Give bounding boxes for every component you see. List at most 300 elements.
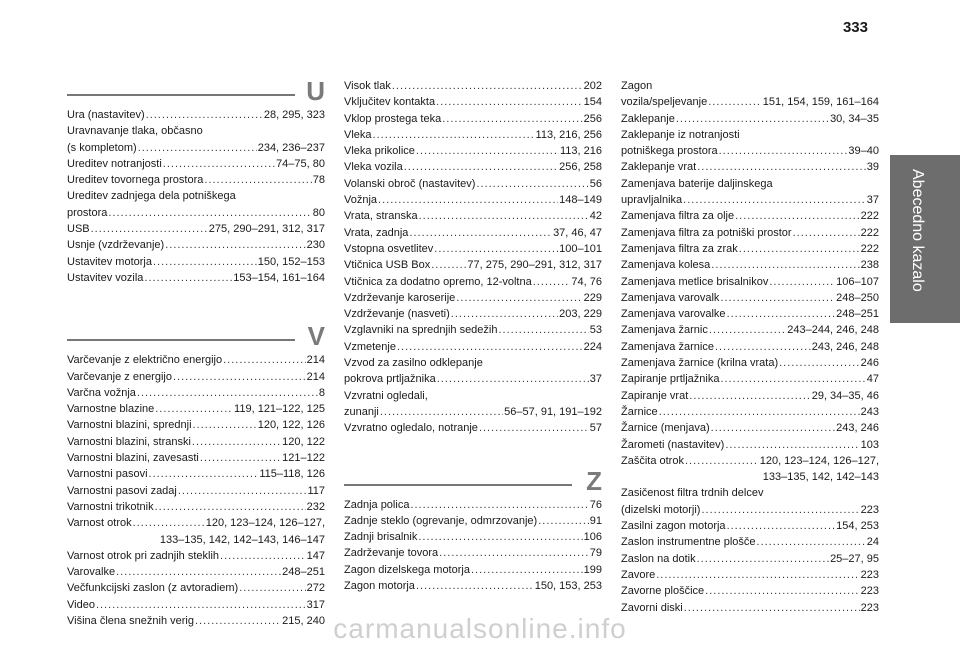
leader-dots	[538, 513, 589, 529]
entry-term: Zamenjava filtra za olje	[621, 210, 735, 223]
leader-dots	[498, 322, 588, 338]
leader-dots	[397, 339, 583, 355]
leader-dots	[146, 107, 263, 123]
entry-pages: 77, 275, 290–291, 312, 317	[467, 259, 602, 272]
entry-pages: 103	[860, 438, 879, 451]
entry-pages: 272	[306, 582, 325, 595]
index-entry[interactable]	[344, 176, 602, 192]
entry-term: Varovalke	[67, 566, 116, 579]
leader-dots	[705, 583, 859, 599]
leader-dots	[144, 270, 232, 286]
entry-pages: 79	[589, 547, 602, 560]
leader-dots	[437, 371, 589, 387]
entry-pages: 120, 122	[282, 435, 325, 448]
entry-term: Zaklepanje	[621, 112, 675, 125]
entry-pages: 42	[589, 210, 602, 223]
entry-pages: 222	[860, 210, 879, 223]
index-entry[interactable]	[344, 562, 602, 578]
entry-term: Varčevanje z električno energijo	[67, 354, 223, 367]
leader-dots	[138, 140, 257, 156]
section-header	[67, 321, 325, 352]
index-entry[interactable]	[344, 545, 602, 561]
entry-term: Žarometi (nastavitev)	[621, 438, 725, 451]
entry-term: Zavorni diski	[621, 601, 683, 614]
index-entry[interactable]	[621, 159, 879, 175]
index-entry[interactable]	[344, 111, 602, 127]
entry-term: Zamenjava žarnice (krilna vrata)	[621, 357, 779, 370]
leader-dots	[436, 94, 583, 110]
leader-dots	[409, 225, 552, 241]
index-entry[interactable]	[344, 143, 602, 159]
entry-pages: 29, 34–35, 46	[811, 389, 879, 402]
index-entry[interactable]	[67, 237, 325, 253]
entry-term-line: Zamenjava baterije daljinskega	[621, 177, 773, 190]
leader-dots	[720, 290, 835, 306]
index-section	[67, 323, 325, 629]
index-entry[interactable]	[344, 355, 602, 388]
index-entry[interactable]	[621, 111, 879, 127]
entry-pages: 154	[583, 96, 602, 109]
index-entry[interactable]	[621, 453, 879, 486]
leader-dots	[204, 172, 311, 188]
entry-pages: 53	[589, 324, 602, 337]
index-entry[interactable]	[344, 225, 602, 241]
entry-term: zunanji	[344, 405, 379, 418]
index-entry[interactable]	[67, 499, 325, 515]
index-entry[interactable]	[621, 78, 879, 111]
entry-term: Ustavitev motorja	[67, 255, 152, 268]
index-entry[interactable]	[67, 172, 325, 188]
section-side-tab[interactable]	[890, 155, 960, 323]
index-entry[interactable]	[621, 583, 879, 599]
entry-term: Usnje (vzdrževanje)	[67, 239, 165, 252]
entry-pages: 214	[306, 370, 325, 383]
index-entry[interactable]	[621, 485, 879, 518]
entry-pages: 229	[583, 291, 602, 304]
index-entry[interactable]	[621, 339, 879, 355]
entry-term: Varnost otrok pri zadnjih steklih	[67, 549, 220, 562]
leader-dots	[223, 352, 306, 368]
leader-dots	[715, 339, 811, 355]
entry-pages: 39–40	[848, 145, 879, 158]
entry-pages: 115–118, 126	[259, 468, 325, 481]
index-entry[interactable]	[344, 78, 602, 94]
entry-pages: 119, 121–122, 125	[234, 403, 325, 416]
index-entry[interactable]	[344, 127, 602, 143]
leader-dots	[683, 192, 866, 208]
index-entry[interactable]	[621, 355, 879, 371]
index-entry[interactable]	[621, 567, 879, 583]
index-entry[interactable]	[621, 404, 879, 420]
entry-term: Vzmetenje	[344, 340, 396, 353]
leader-dots	[410, 497, 588, 513]
leader-dots	[479, 420, 589, 436]
entry-term: Ureditev notranjosti	[67, 157, 162, 170]
leader-dots	[711, 420, 836, 436]
leader-dots	[220, 548, 306, 564]
entry-term: Zaslon instrumentne plošče	[621, 536, 756, 549]
section-divider	[67, 339, 295, 341]
index-column-1	[67, 78, 325, 629]
entry-pages: 74–75, 80	[276, 157, 325, 170]
entry-term: Zavore	[621, 568, 656, 581]
entry-pages: 76	[589, 498, 602, 511]
leader-dots	[416, 578, 534, 594]
entry-term: Visok tlak	[344, 80, 391, 92]
section-header	[67, 78, 325, 104]
entry-pages: 39	[866, 161, 879, 174]
entry-pages: 203, 229	[559, 308, 602, 321]
entry-term: Varnostni pasovi	[67, 468, 148, 481]
leader-dots	[434, 241, 558, 257]
entry-term: Zamenjava filtra za zrak	[621, 242, 738, 255]
leader-dots	[200, 450, 281, 466]
entry-term: Zasilni zagon motorja	[621, 520, 726, 533]
index-entry[interactable]	[344, 322, 602, 338]
entry-pages: 256	[583, 112, 602, 125]
entry-pages: 106	[583, 531, 602, 544]
leader-dots	[708, 94, 762, 110]
leader-dots	[173, 369, 306, 385]
index-entry[interactable]	[621, 241, 879, 257]
index-column-3	[621, 78, 879, 616]
entry-term: Zadrževanje tovora	[344, 547, 439, 560]
index-entry[interactable]	[621, 371, 879, 387]
entry-term: Varnost otrok	[67, 517, 132, 530]
entry-pages: 238	[860, 259, 879, 272]
entry-pages: 148–149	[559, 194, 602, 207]
entry-term: Zavorne ploščice	[621, 585, 705, 598]
leader-dots	[725, 437, 859, 453]
index-section	[67, 78, 325, 286]
leader-dots	[91, 221, 208, 237]
entry-term: Zamenjava žarnic	[621, 324, 708, 337]
entry-term: Varnostni trikotnik	[67, 500, 154, 513]
leader-dots	[192, 434, 281, 450]
index-entry[interactable]	[67, 483, 325, 499]
entry-pages: 150, 153, 253	[534, 580, 602, 593]
entry-pages: 275, 290–291, 312, 317	[208, 223, 325, 236]
entry-pages: 243, 246, 248	[811, 340, 879, 353]
side-tab-label: Abecedno kazalo	[909, 169, 926, 292]
entry-term: Vzdrževanje (nasveti)	[344, 308, 450, 321]
index-entry[interactable]	[621, 437, 879, 453]
leader-dots	[153, 254, 257, 270]
entry-term: Vrata, stranska	[344, 210, 418, 223]
leader-dots	[193, 417, 257, 433]
entry-pages: 248–251	[836, 308, 879, 321]
entry-term-line: Vzvratni ogledali,	[344, 389, 428, 402]
index-entry[interactable]	[67, 270, 325, 286]
leader-dots	[419, 208, 589, 224]
entry-pages: 8	[318, 386, 325, 399]
index-entry[interactable]	[67, 188, 325, 221]
entry-pages: 151, 154, 159, 161–164	[762, 96, 879, 109]
entry-pages: 106–107	[836, 275, 879, 288]
leader-dots	[96, 597, 306, 613]
entry-term: Vleka vozila	[344, 161, 403, 174]
index-entry[interactable]	[67, 123, 325, 156]
leader-dots	[533, 274, 571, 290]
leader-dots	[155, 499, 306, 515]
index-entry[interactable]	[621, 127, 879, 160]
entry-term: Zadnja polica	[344, 498, 410, 511]
entry-pages: 243	[860, 405, 879, 418]
entry-pages: 47	[866, 373, 879, 386]
entry-term: Varnostne blazine	[67, 403, 155, 416]
entry-term: Zagon motorja	[344, 580, 415, 593]
entry-pages: 224	[583, 340, 602, 353]
entry-pages: 91	[589, 514, 602, 527]
index-entry[interactable]	[67, 597, 325, 613]
entry-term: Ura (nastavitev)	[67, 109, 145, 121]
entry-term: Vleka prikolice	[344, 145, 415, 158]
leader-dots	[727, 518, 836, 534]
entry-term: Zapiranje vrat	[621, 389, 689, 402]
entry-pages: 223	[860, 601, 879, 614]
index-entry[interactable]	[621, 420, 879, 436]
entry-pages: 113, 216, 256	[535, 128, 602, 141]
entry-pages: 100–101	[559, 242, 602, 255]
leader-dots	[155, 401, 233, 417]
leader-dots	[685, 453, 759, 469]
index-entry[interactable]	[621, 225, 879, 241]
index-entry[interactable]	[67, 352, 325, 368]
entry-term: Vožnja	[344, 194, 378, 207]
entry-term: Vklop prostega teka	[344, 112, 442, 125]
entry-pages: 317	[306, 598, 325, 611]
entry-term: Zamenjava metlice brisalnikov	[621, 275, 769, 288]
entry-term-line: Zasičenost filtra trdnih delcev	[621, 487, 764, 500]
entry-term: Zapiranje prtljažnika	[621, 373, 720, 386]
entry-term: Zagon dizelskega motorja	[344, 563, 470, 576]
index-entry[interactable]	[344, 420, 602, 436]
entry-pages: 117	[307, 484, 325, 497]
entry-term-line: Zaklepanje iz notranjosti	[621, 128, 740, 141]
entry-pages: 246	[860, 357, 879, 370]
entry-pages: 222	[860, 242, 879, 255]
leader-dots	[471, 562, 583, 578]
entry-term: Zadnji brisalnik	[344, 531, 418, 544]
index-entry[interactable]	[621, 290, 879, 306]
index-entry[interactable]	[621, 257, 879, 273]
index-entry[interactable]	[344, 578, 602, 594]
entry-term: prostora	[67, 206, 108, 219]
entry-pages: 256, 258	[559, 161, 602, 174]
leader-dots	[476, 176, 588, 192]
index-entry[interactable]	[344, 388, 602, 421]
entry-term: Varnostni blazini, zavesasti	[67, 452, 199, 465]
index-entry[interactable]	[344, 306, 602, 322]
index-entry[interactable]	[67, 107, 325, 123]
leader-dots	[439, 545, 589, 561]
entry-term: Večfunkcijski zaslon (z avtoradiem)	[67, 582, 239, 595]
entry-term-line: Vzvod za zasilno odklepanje	[344, 357, 483, 370]
entry-term: Višina člena snežnih verig	[67, 615, 194, 628]
leader-dots	[689, 388, 810, 404]
entry-pages: 80	[312, 206, 325, 219]
index-entry[interactable]	[67, 417, 325, 433]
leader-dots	[697, 551, 829, 567]
leader-dots	[380, 404, 503, 420]
leader-dots	[793, 225, 860, 241]
entry-pages: 223	[860, 568, 879, 581]
entry-pages: 37	[866, 194, 879, 207]
index-entry[interactable]	[67, 515, 325, 548]
entry-term: Vključitev kontakta	[344, 96, 436, 109]
entry-pages: 121–122	[282, 452, 325, 465]
leader-dots	[239, 580, 305, 596]
entry-term: Volanski obroč (nastavitev)	[344, 177, 476, 190]
leader-dots	[456, 290, 582, 306]
leader-dots	[163, 156, 275, 172]
index-entry[interactable]	[67, 466, 325, 482]
entry-pages: 28, 295, 323	[263, 109, 325, 121]
index-entry[interactable]	[67, 564, 325, 580]
entry-pages: 24	[866, 536, 879, 549]
leader-dots	[451, 306, 558, 322]
index-entry[interactable]	[344, 274, 602, 290]
entry-pages: 78	[312, 174, 325, 187]
leader-dots	[769, 274, 835, 290]
entry-pages: 113, 216	[559, 145, 602, 158]
entry-pages: 56	[589, 177, 602, 190]
index-entry[interactable]	[344, 513, 602, 529]
leader-dots	[739, 241, 860, 257]
entry-term: Ureditev tovornega prostora	[67, 174, 204, 187]
leader-dots	[165, 237, 305, 253]
leader-dots	[404, 159, 558, 175]
index-entry[interactable]	[67, 156, 325, 172]
entry-pages: 37, 46, 47	[553, 226, 602, 239]
leader-dots	[659, 404, 860, 420]
entry-pages: 120, 123–124, 126–127,	[759, 454, 879, 467]
entry-pages: 30, 34–35	[830, 112, 879, 125]
index-entry[interactable]	[621, 306, 879, 322]
leader-dots	[735, 208, 860, 224]
entry-pages-continued: 133–135, 142, 142–143, 146–147	[159, 533, 325, 546]
entry-term: (s kompletom)	[67, 141, 137, 154]
entry-term: (dizelski motorji)	[621, 503, 701, 516]
leader-dots	[719, 143, 848, 159]
entry-pages: 120, 122, 126	[257, 419, 325, 432]
leader-dots	[378, 192, 558, 208]
index-entry[interactable]	[344, 529, 602, 545]
index-entry[interactable]	[67, 221, 325, 237]
entry-pages: 243, 246	[836, 422, 879, 435]
entry-term: pokrova prtljažnika	[344, 373, 436, 386]
entry-pages: 243–244, 246, 248	[787, 324, 879, 337]
watermark: carmanualsonline.info	[333, 613, 627, 644]
index-entry[interactable]	[344, 241, 602, 257]
index-entry[interactable]	[621, 518, 879, 534]
entry-pages: 223	[860, 585, 879, 598]
entry-term: Vrata, zadnja	[344, 226, 409, 239]
index-entry[interactable]	[67, 580, 325, 596]
leader-dots	[116, 564, 281, 580]
section-divider	[344, 484, 572, 486]
entry-term: Vzdrževanje karoserije	[344, 291, 456, 304]
section-letter: Z	[586, 465, 602, 496]
entry-term: Zaščita otrok	[621, 454, 684, 467]
entry-term: Varnostni pasovi zadaj	[67, 484, 177, 497]
entry-term: Vleka	[344, 128, 372, 141]
entry-term: Zamenjava filtra za potniški prostor	[621, 226, 792, 239]
index-entry[interactable]	[67, 548, 325, 564]
leader-dots	[416, 143, 559, 159]
entry-pages: 230	[306, 239, 325, 252]
leader-dots	[442, 111, 582, 127]
index-entry[interactable]	[344, 257, 602, 273]
index-entry[interactable]	[344, 208, 602, 224]
entry-pages: 232	[306, 500, 325, 513]
section-header	[344, 465, 602, 496]
entry-pages: 56–57, 91, 191–192	[504, 405, 602, 418]
index-entry[interactable]	[67, 434, 325, 450]
entry-term: Žarnice (menjava)	[621, 422, 710, 435]
entry-pages: 37	[589, 373, 602, 386]
index-entry[interactable]	[67, 254, 325, 270]
index-entry[interactable]	[67, 369, 325, 385]
index-entry[interactable]	[621, 176, 879, 209]
index-section	[621, 78, 879, 616]
index-column-2	[344, 78, 602, 594]
entry-pages: 57	[589, 422, 602, 435]
entry-term: Zamenjava žarnice	[621, 340, 714, 353]
leader-dots	[431, 257, 466, 273]
entry-term: vozila/speljevanje	[621, 96, 708, 109]
entry-term: Vstopna osvetlitev	[344, 242, 434, 255]
entry-pages: 215, 240	[282, 615, 325, 628]
index-entry[interactable]	[344, 192, 602, 208]
entry-pages: 248–250	[836, 291, 879, 304]
page-number: 333	[842, 19, 868, 36]
section-letter: V	[307, 321, 325, 352]
index-entry[interactable]	[344, 159, 602, 175]
leader-dots	[656, 567, 859, 583]
entry-term: Vtičnica USB Box	[344, 259, 431, 272]
index-entry[interactable]	[344, 497, 602, 513]
leader-dots	[149, 466, 259, 482]
leader-dots	[727, 306, 836, 322]
entry-term-line: Ureditev zadnjega dela potniškega	[67, 190, 236, 203]
index-entry[interactable]	[344, 94, 602, 110]
entry-pages: 248–251	[282, 566, 325, 579]
entry-term: potniškega prostora	[621, 145, 718, 158]
leader-dots	[701, 502, 859, 518]
index-entry[interactable]	[344, 290, 602, 306]
index-entry[interactable]	[621, 322, 879, 338]
leader-dots	[709, 322, 786, 338]
index-entry[interactable]	[621, 551, 879, 567]
leader-dots	[137, 385, 318, 401]
index-entry[interactable]	[621, 208, 879, 224]
leader-dots	[108, 205, 311, 221]
entry-term: Zaslon na dotik	[621, 552, 696, 565]
index-entry[interactable]	[621, 388, 879, 404]
leader-dots	[711, 257, 859, 273]
index-entry[interactable]	[621, 534, 879, 550]
index-entry[interactable]	[344, 339, 602, 355]
index-entry[interactable]	[67, 401, 325, 417]
entry-pages: 147	[306, 549, 325, 562]
index-entry[interactable]	[67, 450, 325, 466]
index-entry[interactable]	[67, 385, 325, 401]
index-entry[interactable]	[621, 274, 879, 290]
entry-pages: 25–27, 95	[830, 552, 879, 565]
leader-dots	[676, 111, 829, 127]
section-letter: U	[306, 76, 325, 106]
